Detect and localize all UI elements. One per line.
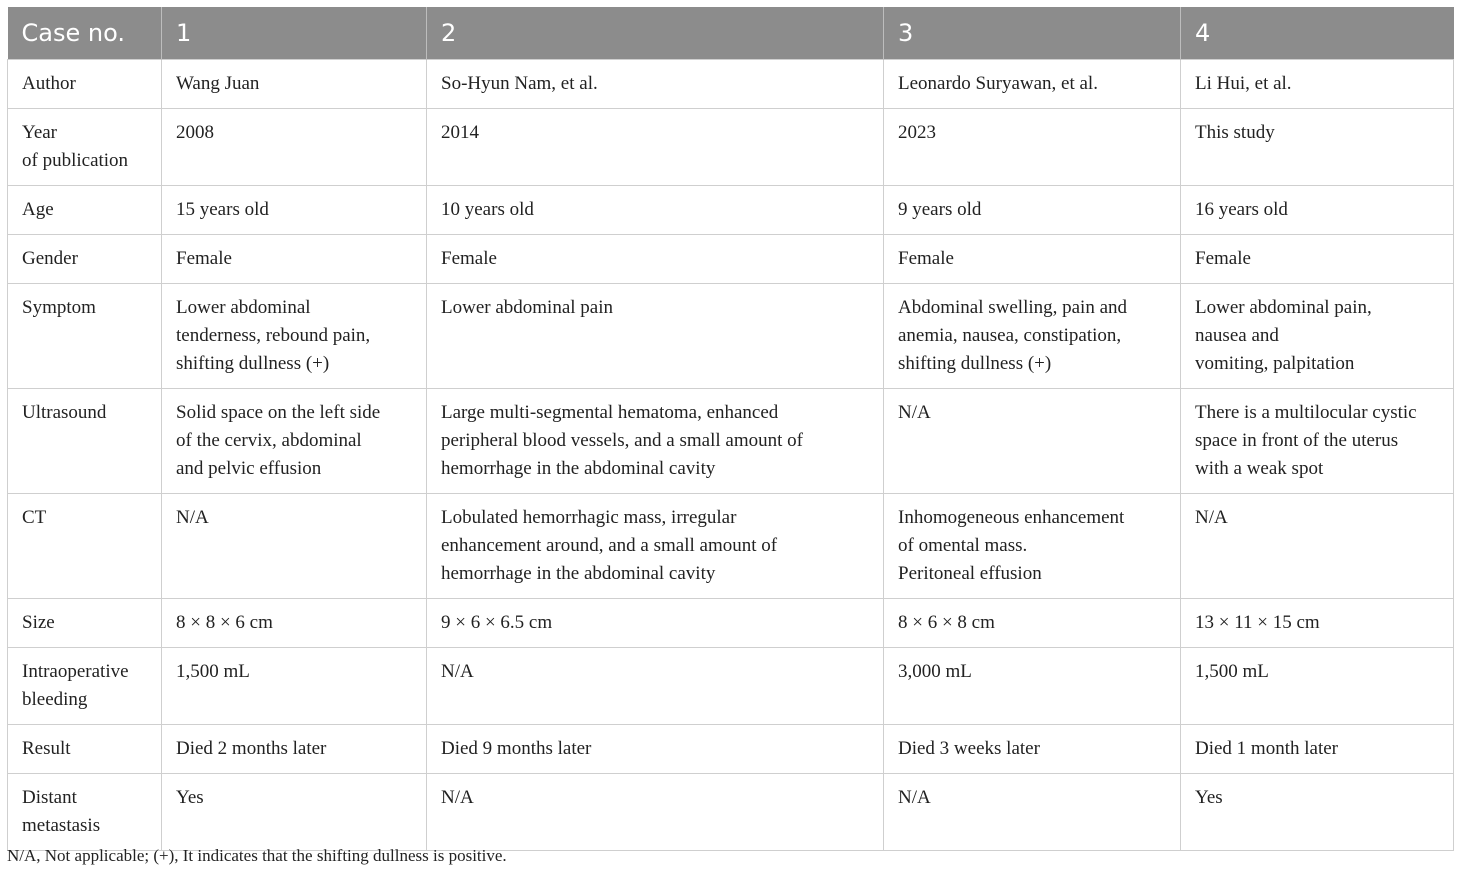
table-cell: Female: [162, 235, 427, 284]
header-cell: Case no.: [8, 7, 162, 60]
table-cell: Female: [884, 235, 1181, 284]
table-cell: 9 × 6 × 6.5 cm: [427, 599, 884, 648]
table-cell: 15 years old: [162, 186, 427, 235]
table-row: [8, 284, 1454, 389]
table-cell: 13 × 11 × 15 cm: [1181, 599, 1454, 648]
table-row: [8, 109, 1454, 186]
table-row: [8, 725, 1454, 774]
table-row: [8, 774, 1454, 851]
table-cell: Died 1 month later: [1181, 725, 1454, 774]
table-cell: 8 × 6 × 8 cm: [884, 599, 1181, 648]
table-cell: 3,000 mL: [884, 648, 1181, 725]
table-row: [8, 494, 1454, 599]
table-cell: Abdominal swelling, pain and anemia, nausea, constipation, shifting dullness (+): [884, 284, 1181, 389]
table-cell: Lower abdominal pain, nausea and vomiting, palpitation: [1181, 284, 1454, 389]
header-cell: 2: [427, 7, 884, 60]
table-cell: 16 years old: [1181, 186, 1454, 235]
table-cell: N/A: [427, 774, 884, 851]
table-cell: N/A: [884, 389, 1181, 494]
row-label: Result: [8, 725, 162, 774]
table-cell: Wang Juan: [162, 60, 427, 109]
row-label: Year of publication: [8, 109, 162, 186]
table-row: [8, 389, 1454, 494]
table-cell: 2023: [884, 109, 1181, 186]
table-cell: 2008: [162, 109, 427, 186]
table-cell: Inhomogeneous enhancement of omental mass. Peritoneal effusion: [884, 494, 1181, 599]
header-cell: 4: [1181, 7, 1454, 60]
table-row: [8, 648, 1454, 725]
table-row: [8, 235, 1454, 284]
row-label: Size: [8, 599, 162, 648]
table-cell: N/A: [884, 774, 1181, 851]
row-label: Author: [8, 60, 162, 109]
row-label: CT: [8, 494, 162, 599]
table-cell: 9 years old: [884, 186, 1181, 235]
row-label: Gender: [8, 235, 162, 284]
row-label: Distant metastasis: [8, 774, 162, 851]
table-cell: 2014: [427, 109, 884, 186]
row-label: Age: [8, 186, 162, 235]
table-cell: Female: [1181, 235, 1454, 284]
table-cell: 1,500 mL: [1181, 648, 1454, 725]
table-footnote: N/A, Not applicable; (+), It indicates that the shifting dullness is positive.: [7, 846, 507, 865]
table-row: [8, 599, 1454, 648]
table-cell: Large multi-segmental hematoma, enhanced peripheral blood vessels, and a small amount of hemorrhage in the abdominal cavity: [427, 389, 884, 494]
table-cell: This study: [1181, 109, 1454, 186]
row-label: Symptom: [8, 284, 162, 389]
table-cell: Died 3 weeks later: [884, 725, 1181, 774]
header-row: [8, 7, 1454, 60]
row-label: Intraoperative bleeding: [8, 648, 162, 725]
table-cell: Died 2 months later: [162, 725, 427, 774]
table-cell: N/A: [1181, 494, 1454, 599]
table-cell: Lobulated hemorrhagic mass, irregular enhancement around, and a small amount of hemorrhage in the abdominal cavity: [427, 494, 884, 599]
table-cell: N/A: [162, 494, 427, 599]
header-cell: 3: [884, 7, 1181, 60]
table-cell: There is a multilocular cystic space in front of the uterus with a weak spot: [1181, 389, 1454, 494]
table-cell: Female: [427, 235, 884, 284]
table-cell: Leonardo Suryawan, et al.: [884, 60, 1181, 109]
table-cell: 8 × 8 × 6 cm: [162, 599, 427, 648]
table-cell: Yes: [1181, 774, 1454, 851]
table-row: [8, 60, 1454, 109]
table-cell: Died 9 months later: [427, 725, 884, 774]
table-cell: Lower abdominal tenderness, rebound pain, shifting dullness (+): [162, 284, 427, 389]
table-cell: Lower abdominal pain: [427, 284, 884, 389]
header-cell: 1: [162, 7, 427, 60]
table-cell: N/A: [427, 648, 884, 725]
table-cell: Li Hui, et al.: [1181, 60, 1454, 109]
row-label: Ultrasound: [8, 389, 162, 494]
table-cell: 10 years old: [427, 186, 884, 235]
table-cell: Yes: [162, 774, 427, 851]
table-cell: So-Hyun Nam, et al.: [427, 60, 884, 109]
case-comparison-table: [7, 7, 1454, 851]
table-cell: Solid space on the left side of the cervix, abdominal and pelvic effusion: [162, 389, 427, 494]
table-row: [8, 186, 1454, 235]
table-cell: 1,500 mL: [162, 648, 427, 725]
